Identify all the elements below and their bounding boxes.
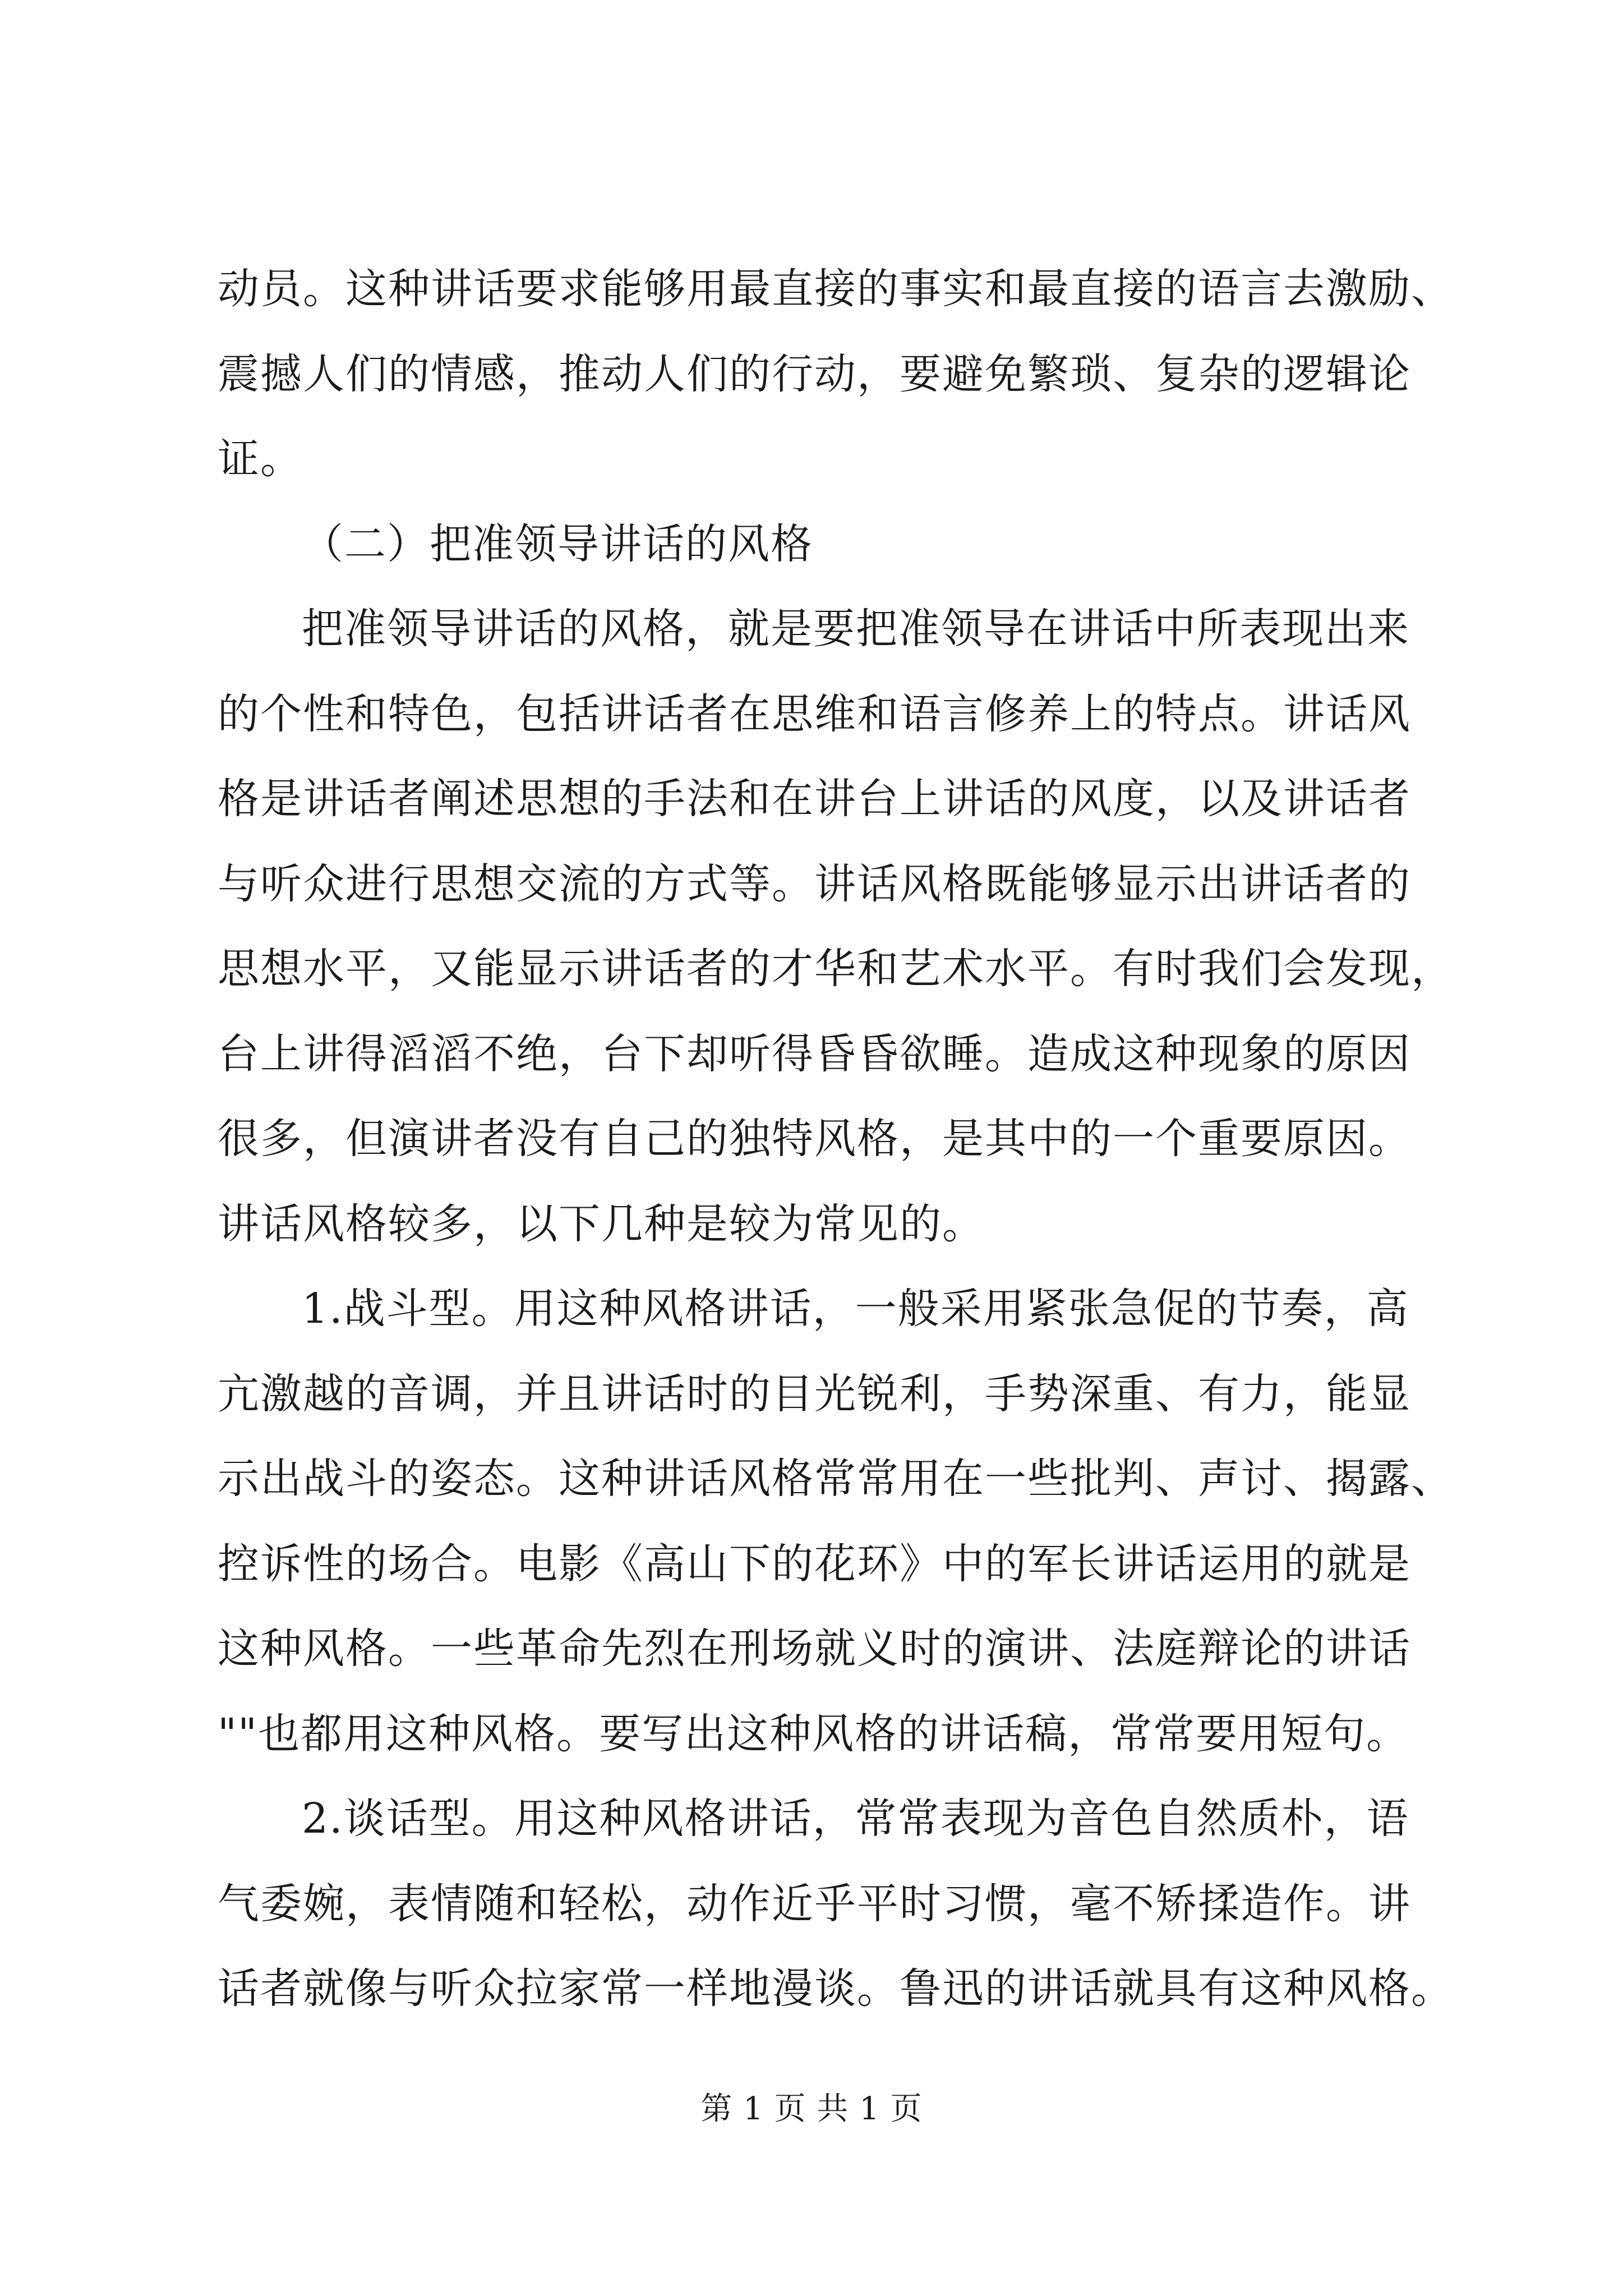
body-text (218, 247, 1463, 2032)
paragraph-line: 格是讲话者阐述思想的手法和在讲台上讲话的风度，以及讲话者 (218, 775, 1411, 823)
paragraph-line: 证。 (218, 435, 303, 483)
paragraph-line: 把准领导讲话的风格，就是要把准领导在讲话中所表现出来 (302, 605, 1410, 653)
paragraph-line: 思想水平，又能显示讲话者的才华和艺术水平。有时我们会发现， (218, 945, 1454, 993)
paragraph-line: 亢激越的音调，并且讲话时的目光锐利，手势深重、有力，能显 (218, 1369, 1411, 1418)
paragraph-line: 很多，但演讲者没有自己的独特风格，是其中的一个重要原因。 (218, 1115, 1411, 1163)
list-item-line: 2.谈话型。用这种风格讲话，常常表现为音色自然质朴，语 (302, 1795, 1409, 1843)
paragraph-line: 台上讲得滔滔不绝，台下却听得昏昏欲睡。造成这种现象的原因 (218, 1029, 1411, 1078)
page-number-footer: 第 1 页 共 1 页 (700, 2091, 923, 2127)
paragraph-line: 的个性和特色，包括讲话者在思维和语言修养上的特点。讲话风 (218, 689, 1411, 738)
paragraph-line: 气委婉，表情随和轻松，动作近乎平时习惯，毫不矫揉造作。讲 (218, 1879, 1411, 1928)
paragraph-line: 示出战斗的姿态。这种讲话风格常常用在一些批判、声讨、揭露、 (218, 1455, 1454, 1503)
paragraph-line: 震撼人们的情感，推动人们的行动，要避免繁琐、复杂的逻辑论 (218, 349, 1411, 398)
paragraph-line: ""也都用这种风格。要写出这种风格的讲话稿，常常要用短句。 (218, 1709, 1409, 1758)
paragraph-line: 话者就像与听众拉家常一样地漫谈。鲁迅的讲话就具有这种风格。 (218, 1964, 1454, 2013)
list-item-line: 1.战斗型。用这种风格讲话，一般采用紧张急促的节奏，高 (302, 1285, 1409, 1333)
paragraph-line: 这种风格。一些革命先烈在刑场就义时的演讲、法庭辩论的讲话 (218, 1625, 1411, 1673)
section-heading: （二）把准领导讲话的风格 (302, 519, 813, 568)
paragraph-line: 动员。这种讲话要求能够用最直接的事实和最直接的语言去激励、 (218, 265, 1454, 313)
paragraph-line: 与听众进行思想交流的方式等。讲话风格既能够显示出讲话者的 (218, 859, 1411, 908)
paragraph-line: 讲话风格较多，以下几种是较为常见的。 (218, 1199, 985, 1248)
paragraph-line: 控诉性的场合。电影《高山下的花环》中的军长讲话运用的就是 (218, 1539, 1411, 1588)
